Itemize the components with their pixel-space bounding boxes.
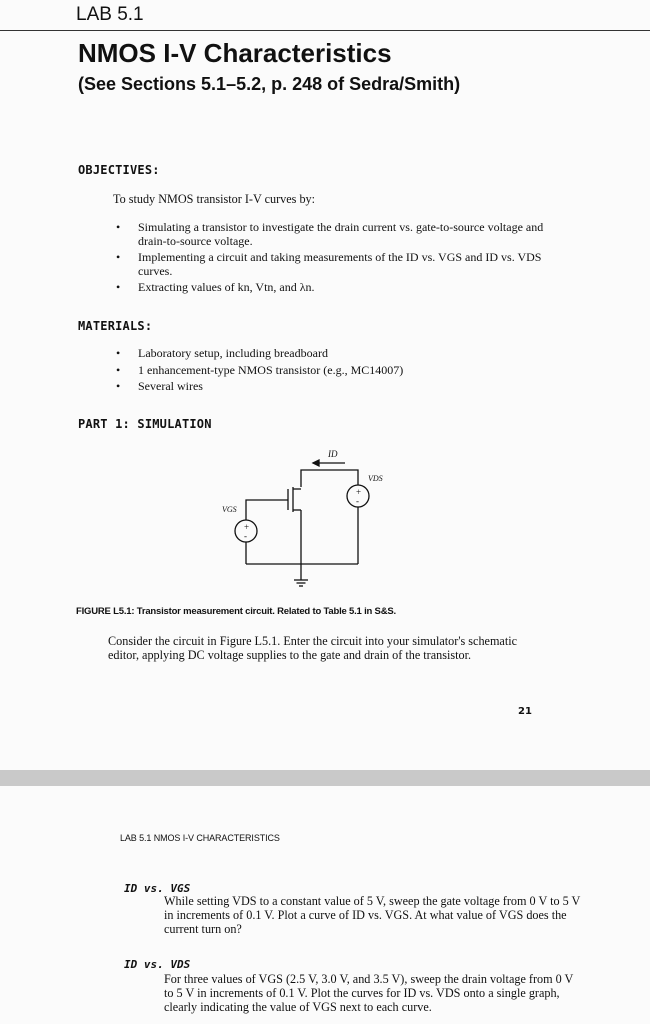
vgs-plus: + <box>244 522 250 532</box>
section-id-vs-vgs-heading: ID vs. VGS <box>124 882 191 895</box>
materials-heading: MATERIALS: <box>78 319 153 333</box>
material-item-text: Several wires <box>138 379 203 393</box>
material-item <box>116 347 546 361</box>
part1-heading: PART 1: SIMULATION <box>78 417 212 431</box>
section-id-vs-vgs-text: While setting VDS to a constant value of 5 V, sweep the gate voltage from 0 V to 5 V in increments of 0.1 V. Plot a curve of ID vs. VGS. At what value of VGS does the current turn on? <box>164 894 581 936</box>
vds-label: VDS <box>368 474 383 483</box>
section-id-vs-vds-heading: ID vs. VDS <box>124 958 191 971</box>
materials-list <box>116 347 546 397</box>
vgs-label: VGS <box>222 505 237 514</box>
material-item-text: 1 enhancement-type NMOS transistor (e.g., MC14007) <box>138 362 404 377</box>
objective-item-text: Simulating a transistor to investigate the drain current vs. gate-to-source voltage and drain-to-source voltage. <box>138 220 544 248</box>
objectives-heading: OBJECTIVES: <box>78 163 160 177</box>
figure-caption: FIGURE L5.1: Transistor measurement circuit. Related to Table 5.1 in S&S. <box>76 606 396 617</box>
material-item <box>116 380 546 394</box>
objectives-list <box>116 221 546 298</box>
objective-item-text: Implementing a circuit and taking measurements of the ID vs. VGS and ID vs. VDS curves. <box>138 250 542 278</box>
objective-item-text: Extracting values of kn, Vtn, and λn. <box>138 280 315 294</box>
page-number: 21 <box>518 706 532 717</box>
page-title: NMOS I-V Characteristics <box>78 38 392 68</box>
id-arrow-head <box>313 460 319 466</box>
id-label: ID <box>328 449 338 459</box>
objective-item <box>116 251 546 278</box>
section-id-vs-vds-text: For three values of VGS (2.5 V, 3.0 V, and 3.5 V), sweep the drain voltage from 0 V to 5 V in increments of 0.1 V. Plot the curves for ID vs. VDS onto a single graph, clearly indicating the value of VGS next to each curve. <box>164 972 574 1014</box>
objective-item <box>116 221 546 248</box>
header-rule <box>0 30 650 31</box>
page-gap <box>0 770 650 786</box>
page-subtitle: (See Sections 5.1–5.2, p. 248 of Sedra/Smith) <box>78 74 461 94</box>
vds-minus: - <box>356 496 359 506</box>
vds-plus: + <box>356 487 362 497</box>
lab-label: LAB 5.1 <box>76 4 144 25</box>
running-header: LAB 5.1 NMOS I-V CHARACTERISTICS <box>120 833 280 843</box>
gate-wire <box>246 500 288 520</box>
vgs-minus: - <box>244 531 247 541</box>
part1-text: Consider the circuit in Figure L5.1. Enter the circuit into your simulator's schematic editor, applying DC voltage supplies to the gate and drain of the transistor. <box>108 634 518 662</box>
circuit-diagram <box>210 440 410 590</box>
material-item-text: Laboratory setup, including breadboard <box>138 346 328 360</box>
page-22 <box>0 786 650 1024</box>
drain-wire <box>301 470 358 487</box>
objectives-intro: To study NMOS transistor I-V curves by: <box>113 192 316 206</box>
material-item <box>116 364 546 378</box>
objective-item <box>116 281 546 295</box>
